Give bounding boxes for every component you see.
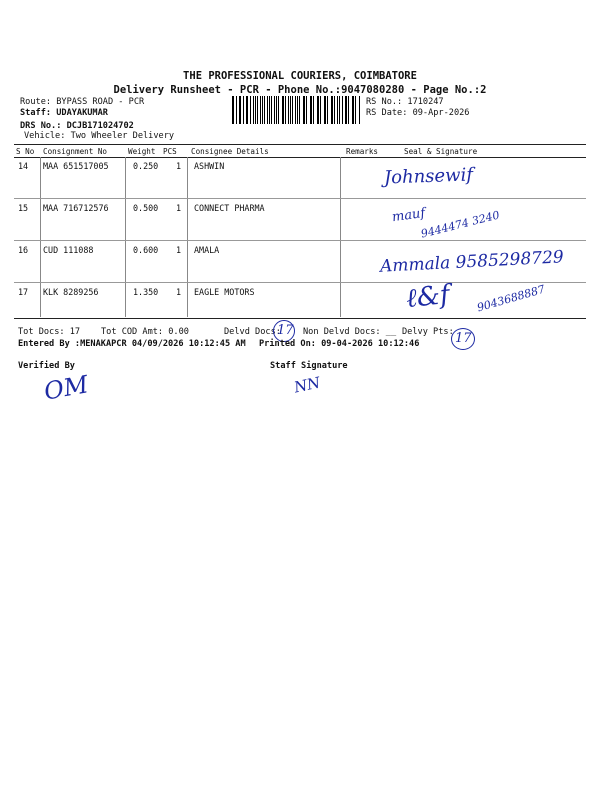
row-sno: 16 xyxy=(18,245,29,255)
verified-by-label: Verified By xyxy=(18,361,75,371)
total-docs: Tot Docs: 17 xyxy=(18,327,81,337)
total-cod-amount: Tot COD Amt: 0.00 xyxy=(101,327,189,337)
row-weight: 0.600 xyxy=(133,245,159,255)
signature-row-14: Johnsewif xyxy=(383,164,474,189)
column-divider xyxy=(187,157,188,317)
row-sno: 17 xyxy=(18,287,29,297)
entered-by: Entered By :MENAKAPCR 04/09/2026 10:12:45 AM xyxy=(18,339,246,349)
column-divider xyxy=(125,157,126,317)
row-pcs: 1 xyxy=(176,161,182,171)
delivered-docs-count: 17 xyxy=(277,323,294,338)
barcode-bar xyxy=(297,96,298,124)
row-consignment: MAA 651517005 xyxy=(43,161,109,171)
row-consignee: EAGLE MOTORS xyxy=(194,287,255,297)
barcode-bar xyxy=(278,96,279,124)
col-sno: S No xyxy=(16,147,35,156)
row-sno: 15 xyxy=(18,203,29,213)
row-pcs: 1 xyxy=(176,245,182,255)
col-consignment: Consignment No xyxy=(43,147,108,156)
signature-row-17: ℓ&f xyxy=(404,279,452,315)
phone-row-17: 9043688887 xyxy=(475,282,547,315)
column-divider xyxy=(340,157,341,317)
delivery-points-count: 17 xyxy=(455,331,472,346)
staff-signature-label: Staff Signature xyxy=(270,361,348,371)
delivery-points-label: Delvy Pts: xyxy=(402,327,454,337)
vehicle-text: Vehicle: Two Wheeler Delivery xyxy=(24,131,175,141)
runsheet-subtitle: Delivery Runsheet - PCR - Phone No.:9047080280 - Page No.:2 xyxy=(113,84,487,96)
rs-date: RS Date: 09-Apr-2026 xyxy=(366,108,470,118)
signature-row-15: mauf xyxy=(391,205,427,226)
barcode-bar xyxy=(339,96,340,124)
barcode-bar xyxy=(240,96,241,124)
row-weight: 1.350 xyxy=(133,287,159,297)
non-delivered-docs: Non Delvd Docs: __ xyxy=(303,327,397,337)
col-consignee: Consignee Details xyxy=(191,147,269,156)
barcode xyxy=(232,96,360,124)
phone-row-15: 9444474 3240 xyxy=(419,208,501,241)
signature-row-16: Ammala 9585298729 xyxy=(379,247,565,277)
company-title: THE PROFESSIONAL COURIERS, COIMBATORE xyxy=(183,70,417,82)
row-divider xyxy=(14,198,586,199)
row-consignee: AMALA xyxy=(194,245,220,255)
row-pcs: 1 xyxy=(176,287,182,297)
row-pcs: 1 xyxy=(176,203,182,213)
col-seal-signature: Seal & Signature xyxy=(404,147,478,156)
table-bottom-rule xyxy=(14,318,586,319)
row-consignment: MAA 716712576 xyxy=(43,203,109,213)
column-divider xyxy=(40,157,41,317)
col-remarks: Remarks xyxy=(346,147,379,156)
row-consignee: CONNECT PHARMA xyxy=(194,203,265,213)
table-top-rule xyxy=(14,144,586,145)
verified-signature: OM xyxy=(41,370,91,406)
drs-text: DRS No.: DCJB171024702 xyxy=(20,121,134,131)
rs-number: RS No.: 1710247 xyxy=(366,97,444,107)
row-sno: 14 xyxy=(18,161,29,171)
row-weight: 0.250 xyxy=(133,161,159,171)
row-consignee: ASHWIN xyxy=(194,161,225,171)
col-pcs: PCS xyxy=(163,147,177,156)
table-header-rule xyxy=(14,157,586,158)
col-weight: Weight xyxy=(128,147,156,156)
barcode-bar xyxy=(318,96,319,124)
printed-on: Printed On: 09-04-2026 10:12:46 xyxy=(259,339,420,349)
route-text: Route: BYPASS ROAD - PCR xyxy=(20,97,145,107)
row-divider xyxy=(14,282,586,283)
delivered-docs-label: Delvd Docs: xyxy=(224,327,281,337)
staff-signature: NN xyxy=(292,373,322,397)
staff-text: Staff: UDAYAKUMAR xyxy=(20,108,108,118)
row-consignment: KLK 8289256 xyxy=(43,287,99,297)
barcode-bar xyxy=(257,96,258,124)
row-weight: 0.500 xyxy=(133,203,159,213)
row-divider xyxy=(14,240,586,241)
row-consignment: CUD 111088 xyxy=(43,245,94,255)
